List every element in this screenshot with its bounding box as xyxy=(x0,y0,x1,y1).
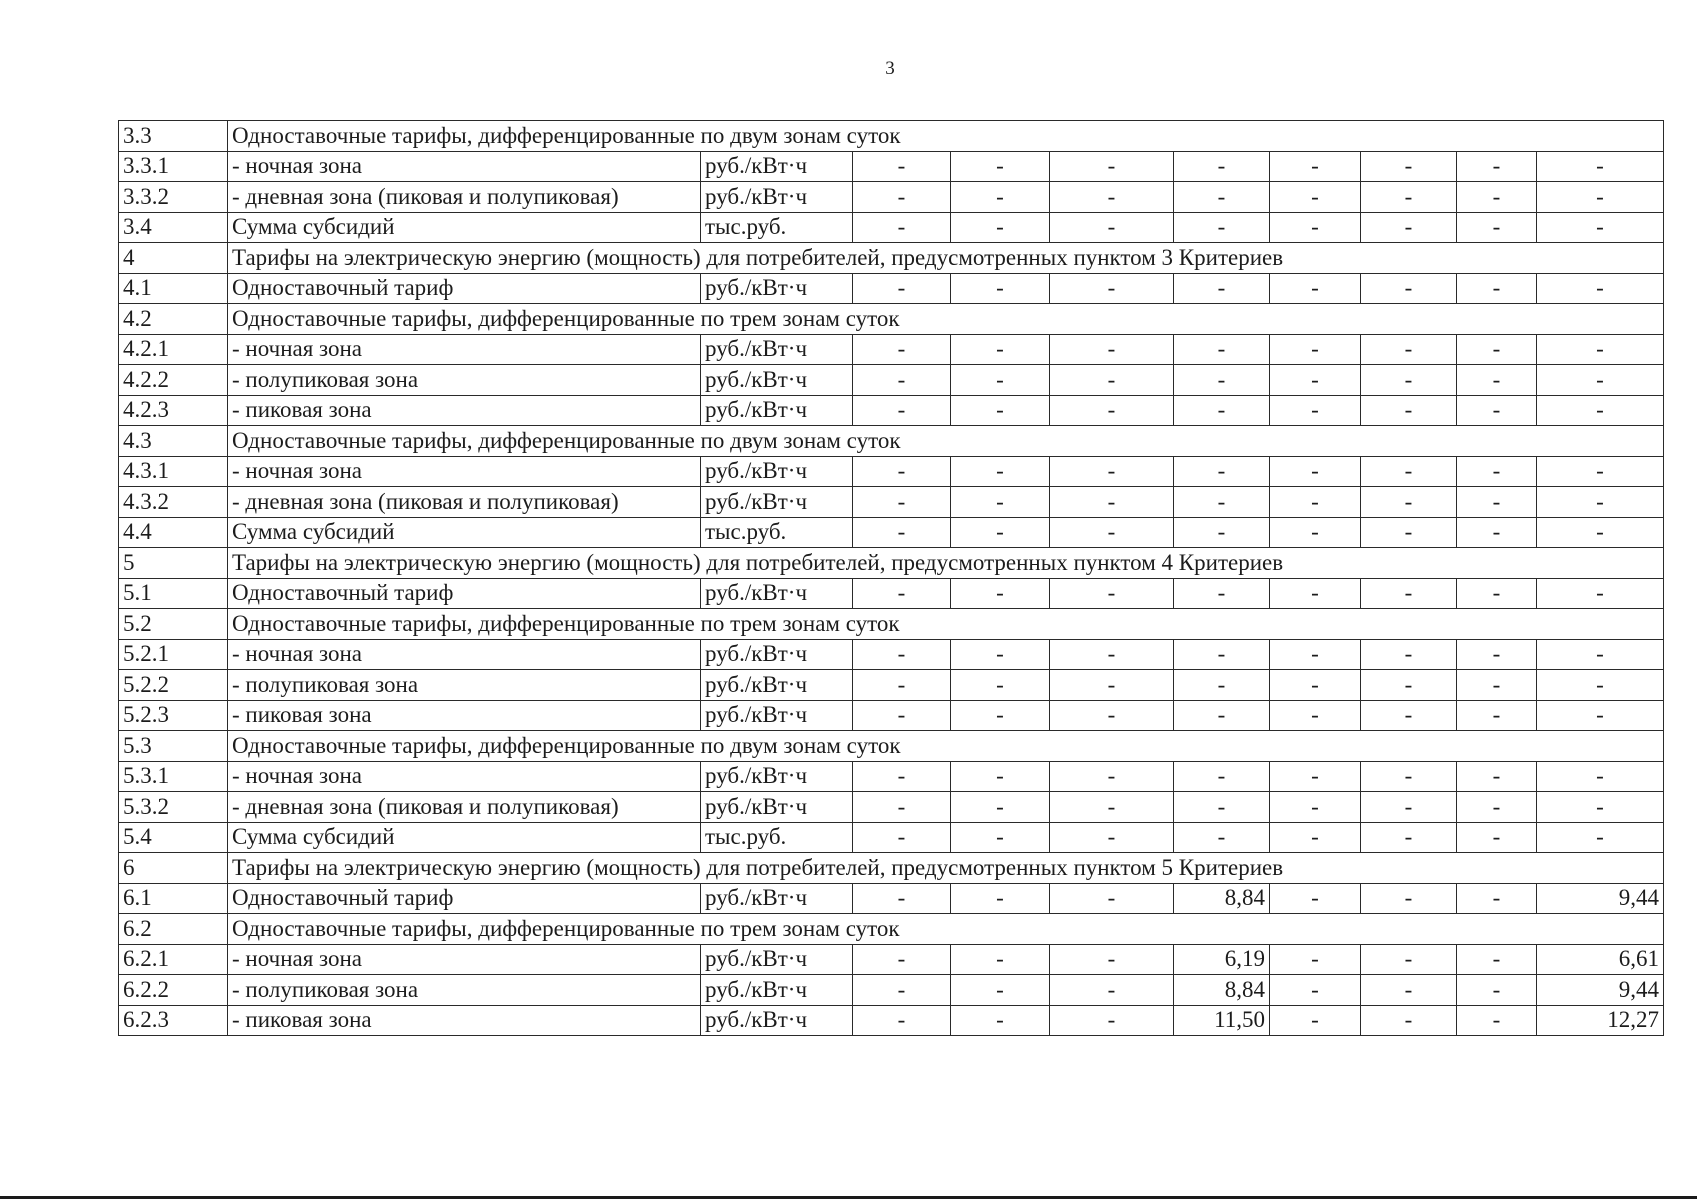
value-cell: - xyxy=(1050,883,1174,914)
row-name: Одноставочный тариф xyxy=(228,883,701,914)
value-cell: 8,84 xyxy=(1174,883,1270,914)
value-cell: - xyxy=(1537,334,1664,365)
value-cell: - xyxy=(1174,578,1270,609)
value-cell: - xyxy=(1050,487,1174,518)
table-row xyxy=(119,700,1664,731)
value-cell: - xyxy=(1361,1005,1457,1036)
row-unit: руб./кВт·ч xyxy=(701,487,853,518)
table-row xyxy=(119,456,1664,487)
value-cell: - xyxy=(951,151,1050,182)
value-cell: - xyxy=(1174,670,1270,701)
value-cell: - xyxy=(1537,273,1664,304)
row-name: Сумма субсидий xyxy=(228,822,701,853)
value-cell: - xyxy=(1270,670,1361,701)
value-cell: - xyxy=(951,273,1050,304)
table-row xyxy=(119,639,1664,670)
value-cell: - xyxy=(1457,944,1537,975)
table-row xyxy=(119,212,1664,243)
value-cell: - xyxy=(1537,365,1664,396)
value-cell: 11,50 xyxy=(1174,1005,1270,1036)
row-code: 6.1 xyxy=(119,883,228,914)
value-cell: - xyxy=(853,670,951,701)
value-cell: - xyxy=(1050,975,1174,1006)
section-row xyxy=(119,121,1664,152)
table-row xyxy=(119,578,1664,609)
value-cell: - xyxy=(1174,639,1270,670)
value-cell: - xyxy=(853,151,951,182)
row-name: Одноставочный тариф xyxy=(228,273,701,304)
value-cell: - xyxy=(1361,700,1457,731)
value-cell: - xyxy=(951,182,1050,213)
value-cell: - xyxy=(1457,273,1537,304)
value-cell: - xyxy=(853,944,951,975)
row-name: Одноставочный тариф xyxy=(228,578,701,609)
value-cell: - xyxy=(1270,761,1361,792)
value-cell: - xyxy=(1270,334,1361,365)
row-code: 6.2.1 xyxy=(119,944,228,975)
row-code: 4.2.1 xyxy=(119,334,228,365)
value-cell: - xyxy=(1174,700,1270,731)
value-cell: - xyxy=(853,487,951,518)
section-row xyxy=(119,426,1664,457)
value-cell: - xyxy=(853,883,951,914)
value-cell: - xyxy=(1457,578,1537,609)
value-cell: - xyxy=(853,1005,951,1036)
value-cell: - xyxy=(1537,792,1664,823)
row-unit: руб./кВт·ч xyxy=(701,944,853,975)
table-row xyxy=(119,883,1664,914)
value-cell: - xyxy=(951,670,1050,701)
value-cell: - xyxy=(1457,334,1537,365)
value-cell: - xyxy=(1361,151,1457,182)
row-code: 6 xyxy=(119,853,228,884)
value-cell: - xyxy=(1457,792,1537,823)
section-title: Одноставочные тарифы, дифференцированные по двум зонам суток xyxy=(228,426,1664,457)
value-cell: - xyxy=(951,944,1050,975)
value-cell: - xyxy=(1050,517,1174,548)
row-code: 4.2.2 xyxy=(119,365,228,396)
row-unit: тыс.руб. xyxy=(701,822,853,853)
value-cell: - xyxy=(951,883,1050,914)
row-unit: руб./кВт·ч xyxy=(701,1005,853,1036)
row-unit: руб./кВт·ч xyxy=(701,975,853,1006)
row-code: 3.4 xyxy=(119,212,228,243)
value-cell: - xyxy=(1050,334,1174,365)
section-title: Тарифы на электрическую энергию (мощность) для потребителей, предусмотренных пунктом 5 Критериев xyxy=(228,853,1664,884)
row-name: - дневная зона (пиковая и полупиковая) xyxy=(228,182,701,213)
table-row xyxy=(119,334,1664,365)
table-row xyxy=(119,761,1664,792)
value-cell: - xyxy=(1361,822,1457,853)
row-name: - дневная зона (пиковая и полупиковая) xyxy=(228,487,701,518)
value-cell: - xyxy=(853,365,951,396)
value-cell: - xyxy=(951,822,1050,853)
row-name: - пиковая зона xyxy=(228,1005,701,1036)
value-cell: - xyxy=(1537,151,1664,182)
value-cell: - xyxy=(1270,456,1361,487)
section-title: Одноставочные тарифы, дифференцированные по двум зонам суток xyxy=(228,731,1664,762)
row-code: 5.4 xyxy=(119,822,228,853)
value-cell: - xyxy=(1270,273,1361,304)
value-cell: - xyxy=(1457,487,1537,518)
value-cell: - xyxy=(951,975,1050,1006)
value-cell: - xyxy=(1270,822,1361,853)
value-cell: - xyxy=(1361,670,1457,701)
value-cell: - xyxy=(951,792,1050,823)
row-code: 6.2.2 xyxy=(119,975,228,1006)
value-cell: 9,44 xyxy=(1537,883,1664,914)
value-cell: - xyxy=(1270,700,1361,731)
row-code: 4.3.1 xyxy=(119,456,228,487)
row-code: 5.2 xyxy=(119,609,228,640)
value-cell: 9,44 xyxy=(1537,975,1664,1006)
table-row xyxy=(119,182,1664,213)
value-cell: - xyxy=(1361,883,1457,914)
row-name: - ночная зона xyxy=(228,639,701,670)
value-cell: - xyxy=(1457,700,1537,731)
value-cell: - xyxy=(1537,670,1664,701)
value-cell: - xyxy=(951,487,1050,518)
value-cell: - xyxy=(1174,761,1270,792)
value-cell: - xyxy=(1361,395,1457,426)
value-cell: - xyxy=(951,700,1050,731)
value-cell: - xyxy=(1361,456,1457,487)
bottom-rule xyxy=(0,1196,1697,1199)
row-unit: руб./кВт·ч xyxy=(701,273,853,304)
value-cell: - xyxy=(1174,792,1270,823)
row-code: 5.3.2 xyxy=(119,792,228,823)
value-cell: - xyxy=(951,578,1050,609)
value-cell: - xyxy=(1361,944,1457,975)
row-code: 5.3 xyxy=(119,731,228,762)
table-row xyxy=(119,1005,1664,1036)
value-cell: - xyxy=(1537,639,1664,670)
value-cell: - xyxy=(853,334,951,365)
value-cell: 8,84 xyxy=(1174,975,1270,1006)
table-row xyxy=(119,365,1664,396)
value-cell: - xyxy=(853,273,951,304)
row-name: - дневная зона (пиковая и полупиковая) xyxy=(228,792,701,823)
section-row xyxy=(119,548,1664,579)
value-cell: - xyxy=(1361,334,1457,365)
value-cell: - xyxy=(1174,365,1270,396)
row-code: 3.3.1 xyxy=(119,151,228,182)
value-cell: - xyxy=(951,517,1050,548)
value-cell: - xyxy=(1174,517,1270,548)
value-cell: - xyxy=(1050,365,1174,396)
table-row xyxy=(119,822,1664,853)
tariff-table xyxy=(118,120,1664,1036)
value-cell: - xyxy=(1270,578,1361,609)
section-title: Одноставочные тарифы, дифференцированные по трем зонам суток xyxy=(228,304,1664,335)
row-name: - полупиковая зона xyxy=(228,670,701,701)
value-cell: - xyxy=(1270,517,1361,548)
table-row xyxy=(119,944,1664,975)
section-title: Тарифы на электрическую энергию (мощность) для потребителей, предусмотренных пунктом 4 Критериев xyxy=(228,548,1664,579)
row-unit: руб./кВт·ч xyxy=(701,670,853,701)
value-cell: - xyxy=(1050,456,1174,487)
value-cell: - xyxy=(1537,487,1664,518)
value-cell: 6,19 xyxy=(1174,944,1270,975)
row-name: - пиковая зона xyxy=(228,700,701,731)
value-cell: - xyxy=(1050,273,1174,304)
value-cell: - xyxy=(951,1005,1050,1036)
value-cell: - xyxy=(1050,578,1174,609)
value-cell: - xyxy=(951,334,1050,365)
value-cell: - xyxy=(1537,761,1664,792)
row-code: 3.3 xyxy=(119,121,228,152)
value-cell: - xyxy=(1174,212,1270,243)
value-cell: - xyxy=(1361,761,1457,792)
row-unit: тыс.руб. xyxy=(701,517,853,548)
value-cell: - xyxy=(1361,792,1457,823)
value-cell: - xyxy=(1174,456,1270,487)
value-cell: 6,61 xyxy=(1537,944,1664,975)
row-name: Сумма субсидий xyxy=(228,517,701,548)
value-cell: - xyxy=(951,365,1050,396)
row-code: 5.3.1 xyxy=(119,761,228,792)
value-cell: - xyxy=(1174,273,1270,304)
row-code: 5.2.3 xyxy=(119,700,228,731)
value-cell: - xyxy=(853,761,951,792)
value-cell: - xyxy=(1050,1005,1174,1036)
value-cell: - xyxy=(1457,365,1537,396)
value-cell: - xyxy=(1361,639,1457,670)
table-row xyxy=(119,792,1664,823)
value-cell: - xyxy=(1270,487,1361,518)
value-cell: - xyxy=(1050,182,1174,213)
value-cell: - xyxy=(1270,365,1361,396)
value-cell: - xyxy=(1361,212,1457,243)
section-row xyxy=(119,304,1664,335)
value-cell: - xyxy=(1537,456,1664,487)
row-unit: руб./кВт·ч xyxy=(701,639,853,670)
value-cell: - xyxy=(1050,792,1174,823)
section-row xyxy=(119,243,1664,274)
row-unit: руб./кВт·ч xyxy=(701,151,853,182)
value-cell: - xyxy=(1270,395,1361,426)
row-code: 5.2.2 xyxy=(119,670,228,701)
value-cell: - xyxy=(1174,822,1270,853)
value-cell: - xyxy=(951,456,1050,487)
row-name: - полупиковая зона xyxy=(228,975,701,1006)
value-cell: - xyxy=(1050,822,1174,853)
row-unit: руб./кВт·ч xyxy=(701,883,853,914)
value-cell: - xyxy=(1174,151,1270,182)
value-cell: - xyxy=(1537,182,1664,213)
row-name: - ночная зона xyxy=(228,761,701,792)
value-cell: - xyxy=(1270,944,1361,975)
section-row xyxy=(119,914,1664,945)
row-name: - полупиковая зона xyxy=(228,365,701,396)
row-unit: тыс.руб. xyxy=(701,212,853,243)
value-cell: - xyxy=(853,182,951,213)
value-cell: - xyxy=(1270,975,1361,1006)
value-cell: - xyxy=(853,822,951,853)
value-cell: - xyxy=(951,212,1050,243)
row-unit: руб./кВт·ч xyxy=(701,395,853,426)
row-name: - ночная зона xyxy=(228,334,701,365)
value-cell: - xyxy=(853,639,951,670)
value-cell: - xyxy=(1050,151,1174,182)
value-cell: - xyxy=(1270,151,1361,182)
row-code: 4.2.3 xyxy=(119,395,228,426)
row-code: 4.3 xyxy=(119,426,228,457)
value-cell: 12,27 xyxy=(1537,1005,1664,1036)
value-cell: - xyxy=(1457,395,1537,426)
value-cell: - xyxy=(853,578,951,609)
table-row xyxy=(119,670,1664,701)
row-code: 4.3.2 xyxy=(119,487,228,518)
value-cell: - xyxy=(1457,182,1537,213)
tariff-table-body xyxy=(119,121,1664,1036)
value-cell: - xyxy=(1457,517,1537,548)
value-cell: - xyxy=(1050,395,1174,426)
value-cell: - xyxy=(1537,395,1664,426)
section-row xyxy=(119,731,1664,762)
row-unit: руб./кВт·ч xyxy=(701,334,853,365)
value-cell: - xyxy=(1457,639,1537,670)
section-title: Одноставочные тарифы, дифференцированные по трем зонам суток xyxy=(228,609,1664,640)
table-row xyxy=(119,517,1664,548)
section-row xyxy=(119,609,1664,640)
value-cell: - xyxy=(951,761,1050,792)
value-cell: - xyxy=(1361,273,1457,304)
row-name: - ночная зона xyxy=(228,944,701,975)
value-cell: - xyxy=(1270,1005,1361,1036)
value-cell: - xyxy=(1457,975,1537,1006)
value-cell: - xyxy=(1537,700,1664,731)
value-cell: - xyxy=(1050,700,1174,731)
value-cell: - xyxy=(1270,212,1361,243)
value-cell: - xyxy=(1270,639,1361,670)
row-unit: руб./кВт·ч xyxy=(701,365,853,396)
value-cell: - xyxy=(1537,517,1664,548)
value-cell: - xyxy=(1457,883,1537,914)
row-code: 3.3.2 xyxy=(119,182,228,213)
value-cell: - xyxy=(1174,395,1270,426)
value-cell: - xyxy=(1361,182,1457,213)
row-unit: руб./кВт·ч xyxy=(701,456,853,487)
row-code: 4.1 xyxy=(119,273,228,304)
row-code: 6.2 xyxy=(119,914,228,945)
row-unit: руб./кВт·ч xyxy=(701,700,853,731)
table-row xyxy=(119,975,1664,1006)
row-code: 5 xyxy=(119,548,228,579)
row-unit: руб./кВт·ч xyxy=(701,578,853,609)
value-cell: - xyxy=(1361,365,1457,396)
value-cell: - xyxy=(1050,761,1174,792)
value-cell: - xyxy=(1537,822,1664,853)
value-cell: - xyxy=(1174,487,1270,518)
value-cell: - xyxy=(1361,517,1457,548)
value-cell: - xyxy=(1361,578,1457,609)
value-cell: - xyxy=(853,517,951,548)
value-cell: - xyxy=(1050,944,1174,975)
value-cell: - xyxy=(853,975,951,1006)
row-code: 5.2.1 xyxy=(119,639,228,670)
value-cell: - xyxy=(853,212,951,243)
value-cell: - xyxy=(1174,182,1270,213)
value-cell: - xyxy=(1457,822,1537,853)
row-unit: руб./кВт·ч xyxy=(701,792,853,823)
row-code: 6.2.3 xyxy=(119,1005,228,1036)
value-cell: - xyxy=(1457,151,1537,182)
table-row xyxy=(119,395,1664,426)
value-cell: - xyxy=(1270,883,1361,914)
value-cell: - xyxy=(1270,182,1361,213)
value-cell: - xyxy=(1457,1005,1537,1036)
section-title: Одноставочные тарифы, дифференцированные по двум зонам суток xyxy=(228,121,1664,152)
table-row xyxy=(119,487,1664,518)
value-cell: - xyxy=(1361,487,1457,518)
value-cell: - xyxy=(853,395,951,426)
value-cell: - xyxy=(853,456,951,487)
value-cell: - xyxy=(1050,670,1174,701)
value-cell: - xyxy=(1050,639,1174,670)
value-cell: - xyxy=(853,700,951,731)
row-name: Сумма субсидий xyxy=(228,212,701,243)
row-unit: руб./кВт·ч xyxy=(701,761,853,792)
row-name: - пиковая зона xyxy=(228,395,701,426)
section-title: Одноставочные тарифы, дифференцированные по трем зонам суток xyxy=(228,914,1664,945)
value-cell: - xyxy=(1537,578,1664,609)
value-cell: - xyxy=(951,395,1050,426)
value-cell: - xyxy=(1361,975,1457,1006)
table-row xyxy=(119,151,1664,182)
value-cell: - xyxy=(1174,334,1270,365)
row-name: - ночная зона xyxy=(228,151,701,182)
row-code: 5.1 xyxy=(119,578,228,609)
row-name: - ночная зона xyxy=(228,456,701,487)
value-cell: - xyxy=(1270,792,1361,823)
row-code: 4.4 xyxy=(119,517,228,548)
row-code: 4.2 xyxy=(119,304,228,335)
table-row xyxy=(119,273,1664,304)
value-cell: - xyxy=(1457,670,1537,701)
page-number: 3 xyxy=(885,58,895,79)
row-code: 4 xyxy=(119,243,228,274)
value-cell: - xyxy=(1537,212,1664,243)
value-cell: - xyxy=(853,792,951,823)
row-unit: руб./кВт·ч xyxy=(701,182,853,213)
value-cell: - xyxy=(1050,212,1174,243)
section-title: Тарифы на электрическую энергию (мощность) для потребителей, предусмотренных пунктом 3 Критериев xyxy=(228,243,1664,274)
section-row xyxy=(119,853,1664,884)
value-cell: - xyxy=(1457,761,1537,792)
value-cell: - xyxy=(951,639,1050,670)
value-cell: - xyxy=(1457,456,1537,487)
value-cell: - xyxy=(1457,212,1537,243)
